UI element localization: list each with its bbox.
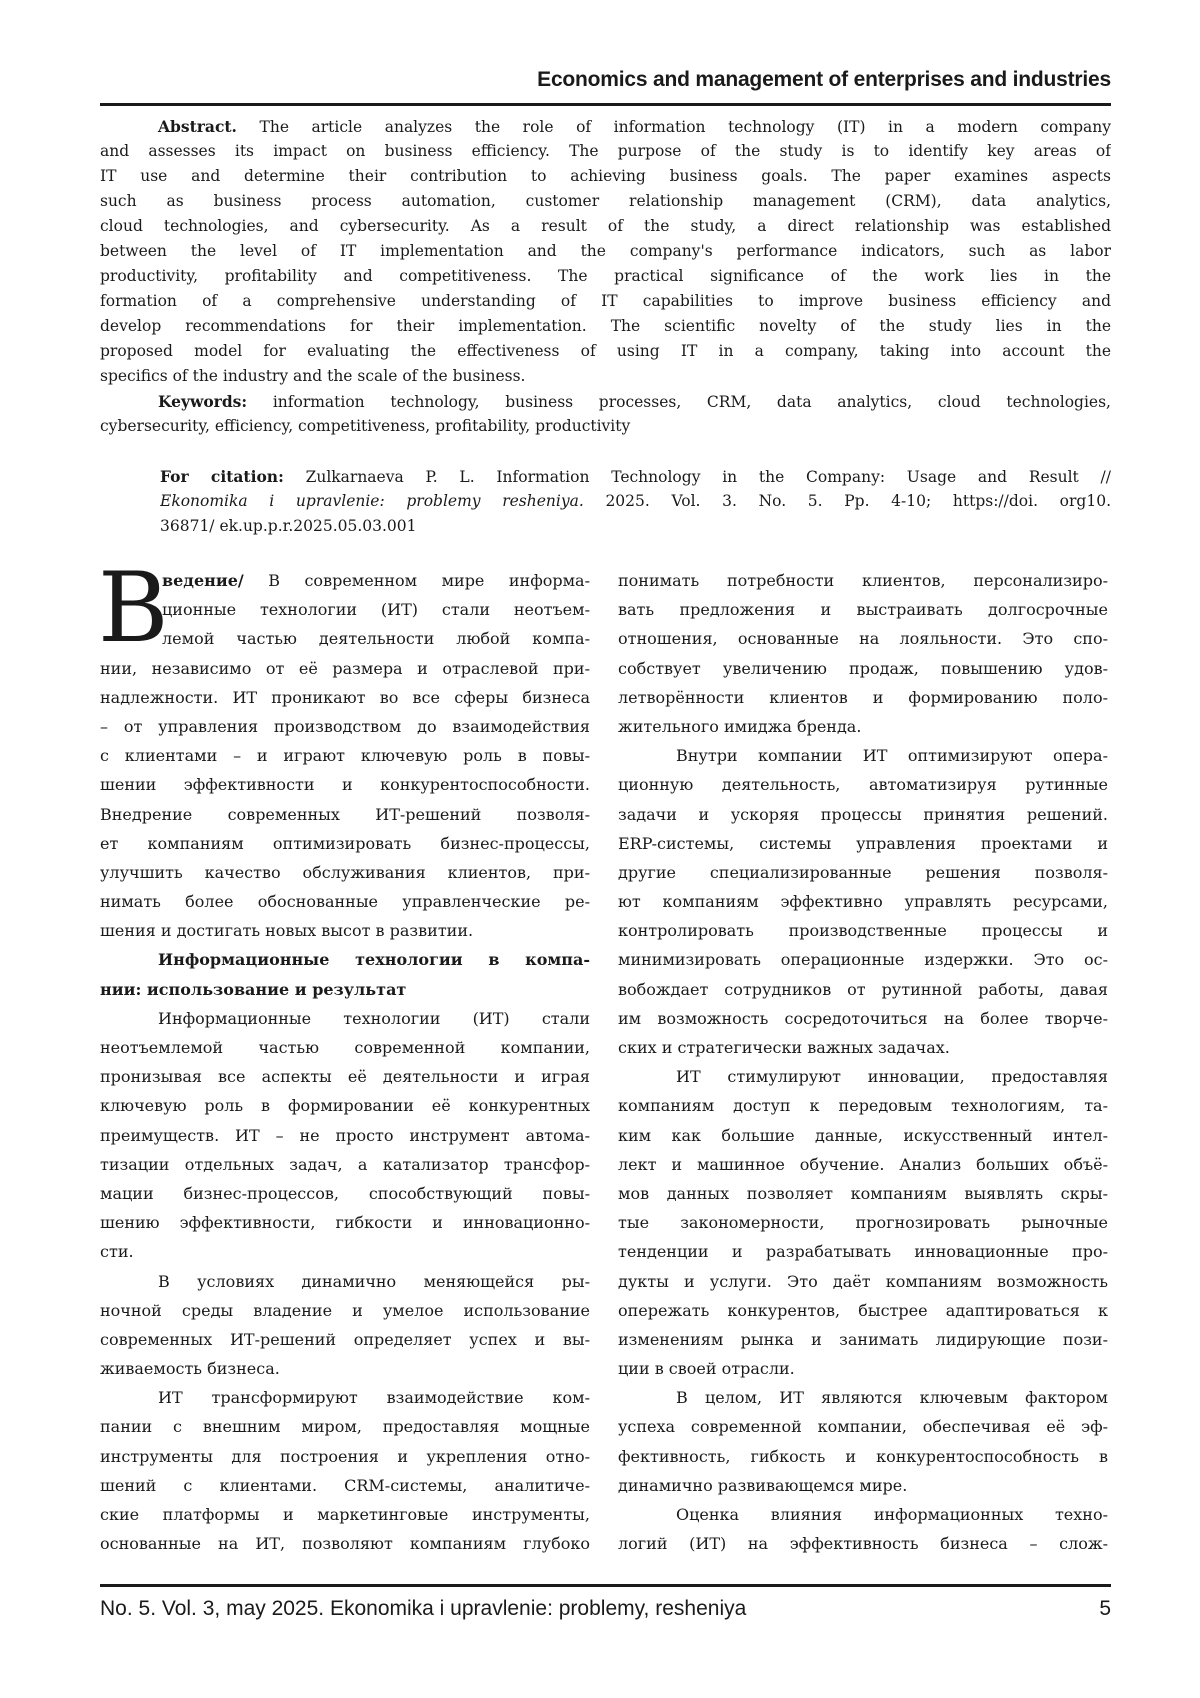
citation-text: Zulkarnaeva P. L. Information Technology in the Company: Usage and Result // [306, 468, 1111, 486]
text-line: нимать более обоснованные управленческие ре- [100, 887, 590, 916]
text-line: В условиях динамично меняющейся ры- [100, 1267, 590, 1296]
abstract-line: formation of a comprehensive understanding of IT capabilities to improve business efficiency and [100, 289, 1111, 314]
text-line: задачи и ускоряя процессы принятия решений. [618, 800, 1108, 829]
text-line: вобождает сотрудников от рутинной работы, давая [618, 975, 1108, 1004]
citation-journal: Ekonomika i upravlenie: problemy resheniya. [160, 492, 584, 510]
text-line: ким как большие данные, искусственный интел- [618, 1121, 1108, 1150]
text-line: тенденции и разрабатывать инновационные про- [618, 1237, 1108, 1266]
footer-journal-issue: No. 5. Vol. 3, may 2025. Ekonomika i upravlenie: problemy, resheniya [100, 1597, 746, 1621]
abstract-line: and assesses its impact on business efficiency. The purpose of the study is to identify key areas of [100, 139, 1111, 164]
body-column-left [100, 566, 590, 1558]
text-line: Внедрение современных ИТ-решений позволя- [100, 800, 590, 829]
text-line: лемой частью деятельности любой компа- [100, 624, 590, 653]
text-line: отношения, основанные на лояльности. Это спо- [618, 624, 1108, 653]
text-line: нии: использование и результат [100, 975, 590, 1004]
header-rule [100, 103, 1111, 106]
text-line: им возможность сосредоточиться на более творче- [618, 1004, 1108, 1033]
paragraph [100, 1004, 590, 1267]
section-heading [100, 945, 590, 1003]
abstract-line [100, 114, 1111, 139]
text-line: улучшить качество обслуживания клиентов, при- [100, 858, 590, 887]
text-line: шении эффективности и конкурентоспособности. [100, 770, 590, 799]
running-title: Economics and management of enterprises and industries [537, 68, 1111, 92]
text-line: современных ИТ-решений определяет успех и вы- [100, 1325, 590, 1354]
abstract-line: IT use and determine their contribution to achieving business goals. The paper examines aspects [100, 164, 1111, 189]
citation-label: For citation: [160, 467, 284, 486]
drop-cap: В [98, 560, 169, 656]
text-line: мов данных позволяет компаниям выявлять скры- [618, 1179, 1108, 1208]
intro-lead: ведение/ [162, 571, 244, 590]
text-line: шений с клиентами. CRM-системы, аналитиче- [100, 1471, 590, 1500]
citation-line [160, 489, 1111, 514]
text-line: надлежности. ИТ проникают во все сферы бизнеса [100, 683, 590, 712]
paragraph [618, 566, 1108, 741]
text-line: преимуществ. ИТ – не просто инструмент автома- [100, 1121, 590, 1150]
text-line: ют компаниям эффективно управлять ресурсами, [618, 887, 1108, 916]
paragraph [100, 566, 590, 945]
text-line: вать предложения и выстраивать долгосрочные [618, 595, 1108, 624]
text-line: ции в своей отрасли. [618, 1354, 1108, 1383]
abstract-line: productivity, profitability and competitiveness. The practical significance of the work lies in the [100, 264, 1111, 289]
citation-text: 2025. Vol. 3. No. 5. Pp. 4-10; https://doi. org10. [605, 492, 1111, 510]
text-line: Внутри компании ИТ оптимизируют опера- [618, 741, 1108, 770]
text-line: В целом, ИТ являются ключевым фактором [618, 1383, 1108, 1412]
text-line: летворённости клиентов и формированию поло- [618, 683, 1108, 712]
abstract-line: cloud technologies, and cybersecurity. As a result of the study, a direct relationship was established [100, 214, 1111, 239]
text-line: фективность, гибкость и конкурентоспособность в [618, 1442, 1108, 1471]
paragraph [618, 1500, 1108, 1558]
text-line: шению эффективности, гибкости и инновационно- [100, 1208, 590, 1237]
text-line: с клиентами – и играют ключевую роль в повы- [100, 741, 590, 770]
text-line: изменениям рынка и занимать лидирующие пози- [618, 1325, 1108, 1354]
text-line: жительного имиджа бренда. [618, 712, 1108, 741]
text-line: Информационные технологии в компа- [100, 945, 590, 974]
abstract-text: The article analyzes the role of information technology (IT) in a modern company [260, 118, 1112, 136]
footer-rule [100, 1584, 1111, 1587]
citation-line [160, 464, 1111, 489]
text-line: – от управления производством до взаимодействия [100, 712, 590, 741]
text-line: опережать конкурентов, быстрее адаптироваться к [618, 1296, 1108, 1325]
text-line [100, 566, 590, 595]
paragraph [618, 1383, 1108, 1500]
citation [160, 464, 1111, 539]
text-line: понимать потребности клиентов, персонализиро- [618, 566, 1108, 595]
text-line: ских и стратегически важных задачах. [618, 1033, 1108, 1062]
text-line: шения и достигать новых высот в развитии. [100, 916, 590, 945]
text-line: контролировать производственные процессы и [618, 916, 1108, 945]
text-line: живаемость бизнеса. [100, 1354, 590, 1383]
text-line: ключевую роль в формировании её конкурентных [100, 1091, 590, 1120]
keywords-line: cybersecurity, efficiency, competitiveness, profitability, productivity [100, 414, 1111, 439]
keywords-line [100, 389, 1111, 414]
text-line: основанные на ИТ, позволяют компаниям глубоко [100, 1529, 590, 1558]
text-line: неотъемлемой частью современной компании, [100, 1033, 590, 1062]
text-line: нии, независимо от её размера и отраслевой при- [100, 654, 590, 683]
text-line: Оценка влияния информационных техно- [618, 1500, 1108, 1529]
text-line: ИТ стимулируют инновации, предоставляя [618, 1062, 1108, 1091]
abstract-line: proposed model for evaluating the effectiveness of using IT in a company, taking into account the [100, 339, 1111, 364]
paragraph [618, 1062, 1108, 1383]
intro-text: В современном мире информа- [244, 571, 590, 590]
paragraph [100, 1383, 590, 1558]
text-line: ночной среды владение и умелое использование [100, 1296, 590, 1325]
text-line: ционную деятельность, автоматизируя рутинные [618, 770, 1108, 799]
text-line: ERP-системы, системы управления проектами и [618, 829, 1108, 858]
text-line: ционные технологии (ИТ) стали неотъем- [100, 595, 590, 624]
text-line: ет компаниям оптимизировать бизнес-процессы, [100, 829, 590, 858]
text-line: мации бизнес-процессов, способствующий повы- [100, 1179, 590, 1208]
abstract-line: between the level of IT implementation and the company's performance indicators, such as labor [100, 239, 1111, 264]
text-line: пронизывая все аспекты её деятельности и играя [100, 1062, 590, 1091]
text-line: пании с внешним миром, предоставляя мощные [100, 1412, 590, 1441]
text-line: другие специализированные решения позволя- [618, 858, 1108, 887]
abstract-line: develop recommendations for their implementation. The scientific novelty of the study lies in the [100, 314, 1111, 339]
body-column-right [618, 566, 1108, 1558]
text-line: собствует увеличению продаж, повышению удов- [618, 654, 1108, 683]
text-line: динамично развивающемся мире. [618, 1471, 1108, 1500]
text-line: ИТ трансформируют взаимодействие ком- [100, 1383, 590, 1412]
citation-doi: 36871/ ek.up.p.r.2025.05.03.001 [160, 514, 1111, 539]
page-number: 5 [1099, 1597, 1111, 1621]
text-line: компаниям доступ к передовым технологиям, та- [618, 1091, 1108, 1120]
text-line: минимизировать операционные издержки. Это ос- [618, 945, 1108, 974]
abstract-label: Abstract. [158, 117, 237, 136]
text-line: тизации отдельных задач, а катализатор трансфор- [100, 1150, 590, 1179]
keywords-label: Keywords: [158, 392, 247, 411]
text-line: успеха современной компании, обеспечивая её эф- [618, 1412, 1108, 1441]
paragraph [100, 1267, 590, 1384]
abstract-line: such as business process automation, customer relationship management (CRM), data analytics, [100, 189, 1111, 214]
text-line: дукты и услуги. Это даёт компаниям возможность [618, 1267, 1108, 1296]
text-line: тые закономерности, прогнозировать рыночные [618, 1208, 1108, 1237]
paragraph [618, 741, 1108, 1062]
text-line: Информационные технологии (ИТ) стали [100, 1004, 590, 1033]
text-line: лект и машинное обучение. Анализ больших объё- [618, 1150, 1108, 1179]
text-line: ские платформы и маркетинговые инструменты, [100, 1500, 590, 1529]
abstract-line: specifics of the industry and the scale of the business. [100, 364, 1111, 389]
text-line: инструменты для построения и укрепления отно- [100, 1442, 590, 1471]
keywords-text: information technology, business processes, CRM, data analytics, cloud technologies, [273, 393, 1111, 411]
text-line: сти. [100, 1237, 590, 1266]
abstract [100, 114, 1111, 439]
text-line: логий (ИТ) на эффективность бизнеса – слож- [618, 1529, 1108, 1558]
